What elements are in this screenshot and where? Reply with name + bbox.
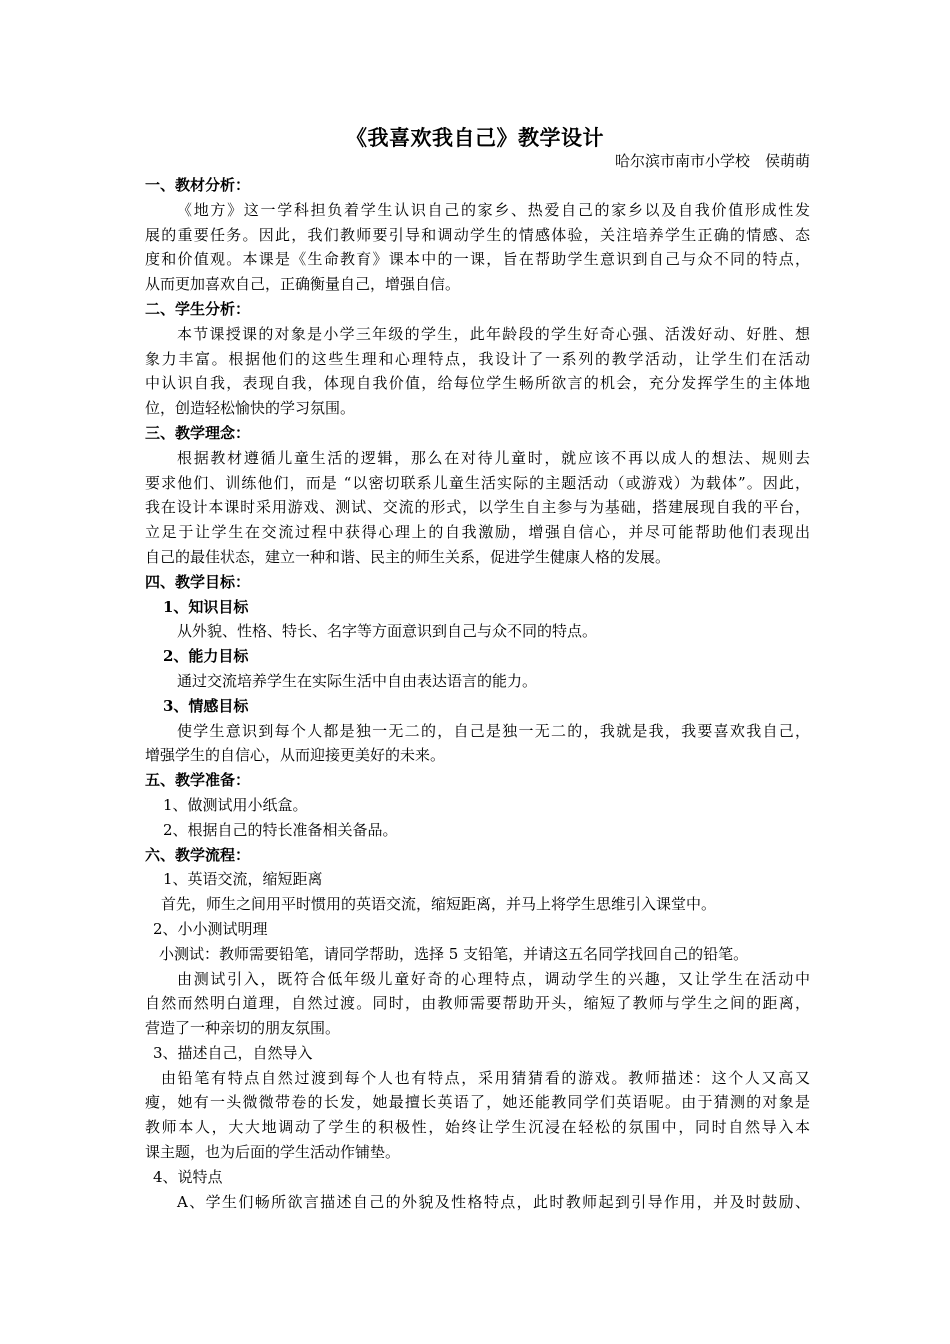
paragraph-line: 要求他们、训练他们，而是 “以密切联系儿童生活实际的主题活动（或游戏）为载体”。因此， [145, 473, 810, 492]
paragraph-line: 由铅笔有特点自然过渡到每个人也有特点，采用猜猜看的游戏。教师描述：这个人又高又 [161, 1068, 810, 1087]
step-heading: 4、说特点 [153, 1167, 223, 1186]
section-heading: 三、教学理念： [145, 423, 251, 442]
paragraph-line: 本节课授课的对象是小学三年级的学生，此年龄段的学生好奇心强、活泼好动、好胜、想 [177, 324, 810, 343]
paragraph-line: 展的重要任务。因此，我们教师要引导和调动学生的情感体验，关注培养学生正确的情感、态 [145, 225, 810, 244]
author-line: 哈尔滨市南市小学校 侯萌萌 [614, 152, 810, 170]
paragraph-line: 度和价值观。本课是《生命教育》课本中的一课，旨在帮助学生意识到自己与众不同的特点， [145, 250, 810, 269]
paragraph-line: 课主题，也为后面的学生活动作铺垫。 [145, 1143, 401, 1162]
paragraph-line: 通过交流培养学生在实际生活中自由表达语言的能力。 [177, 671, 538, 690]
subsection-heading: 1、知识目标 [163, 597, 249, 616]
list-item: 2、根据自己的特长准备相关备品。 [163, 820, 398, 839]
section-heading: 一、教材分析： [145, 176, 251, 194]
section-heading: 四、教学目标： [145, 572, 251, 591]
paragraph-line: 教师本人，大大地调动了学生的积极性，始终让学生沉浸在轻松的氛围中，同时自然导入本 [145, 1118, 810, 1137]
paragraph-line: 位，创造轻松愉快的学习氛围。 [145, 399, 356, 418]
section-heading: 五、教学准备： [145, 771, 251, 790]
paragraph-line: 自然而然明白道理，自然过渡。同时，由教师需要帮助开头，缩短了教师与学生之间的距离， [145, 994, 810, 1013]
document-title: 《我喜欢我自己》教学设计 [346, 125, 604, 150]
subsection-heading: 3、情感目标 [163, 696, 249, 715]
paragraph-line: 瘦，她有一头微微带卷的长发，她最擅长英语了，她还能教同学们英语呢。由于猜测的对象是 [145, 1093, 810, 1112]
paragraph-line: 立足于让学生在交流过程中获得心理上的自我激励，增强自信心，并尽可能帮助他们表现出 [145, 523, 810, 542]
paragraph-line: 我在设计本课时采用游戏、测试、交流的形式，以学生自主参与为基础，搭建展现自我的平台， [145, 498, 810, 517]
paragraph-line: 增强学生的自信心，从而迎接更美好的未来。 [145, 746, 446, 765]
section-heading: 二、学生分析： [145, 299, 251, 318]
paragraph-line: 自己的最佳状态，建立一种和谐、民主的师生关系，促进学生健康人格的发展。 [145, 547, 671, 566]
step-heading: 1、英语交流，缩短距离 [163, 870, 323, 889]
step-heading: 2、小小测试明理 [153, 919, 268, 938]
paragraph-line: 由测试引入，既符合低年级儿童好奇的心理特点，调动学生的兴趣，又让学生在活动中 [177, 969, 810, 988]
paragraph-line: 从而更加喜欢自己，正确衡量自己，增强自信。 [145, 275, 461, 294]
paragraph-line: 营造了一种亲切的朋友氛围。 [145, 1019, 341, 1038]
paragraph-line: 使学生意识到每个人都是独一无二的，自己是独一无二的，我就是我，我要喜欢我自己， [177, 721, 810, 740]
paragraph-line: 根据教材遵循儿童生活的逻辑，那么在对待儿童时，就应该不再以成人的想法、规则去 [177, 448, 810, 467]
paragraph-line: 中认识自我，表现自我，体现自我价值，给每位学生畅所欲言的机会，充分发挥学生的主体地 [145, 374, 810, 393]
list-item: 1、做测试用小纸盒。 [163, 795, 308, 814]
paragraph-line: 象力丰富。根据他们的这些生理和心理特点，我设计了一系列的教学活动，让学生们在活动 [145, 349, 810, 368]
document-body [145, 173, 810, 1214]
paragraph-line: 首先，师生之间用平时惯用的英语交流，缩短距离，并马上将学生思维引入课堂中。 [161, 895, 717, 914]
paragraph-line: 《地方》这一学科担负着学生认识自己的家乡、热爱自己的家乡以及自我价值形成性发 [177, 200, 810, 219]
paragraph-line: 小测试：教师需要铅笔，请同学帮助，选择 5 支铅笔，并请这五名同学找回自己的铅笔。 [159, 944, 749, 963]
paragraph-line: 从外貌、性格、特长、名字等方面意识到自己与众不同的特点。 [177, 622, 598, 641]
step-heading: 3、描述自己，自然导入 [153, 1043, 313, 1062]
paragraph-line: A、学生们畅所欲言描述自己的外貌及性格特点，此时教师起到引导作用，并及时鼓励、 [177, 1192, 810, 1211]
subsection-heading: 2、能力目标 [163, 647, 249, 666]
section-heading: 六、教学流程： [145, 845, 251, 864]
